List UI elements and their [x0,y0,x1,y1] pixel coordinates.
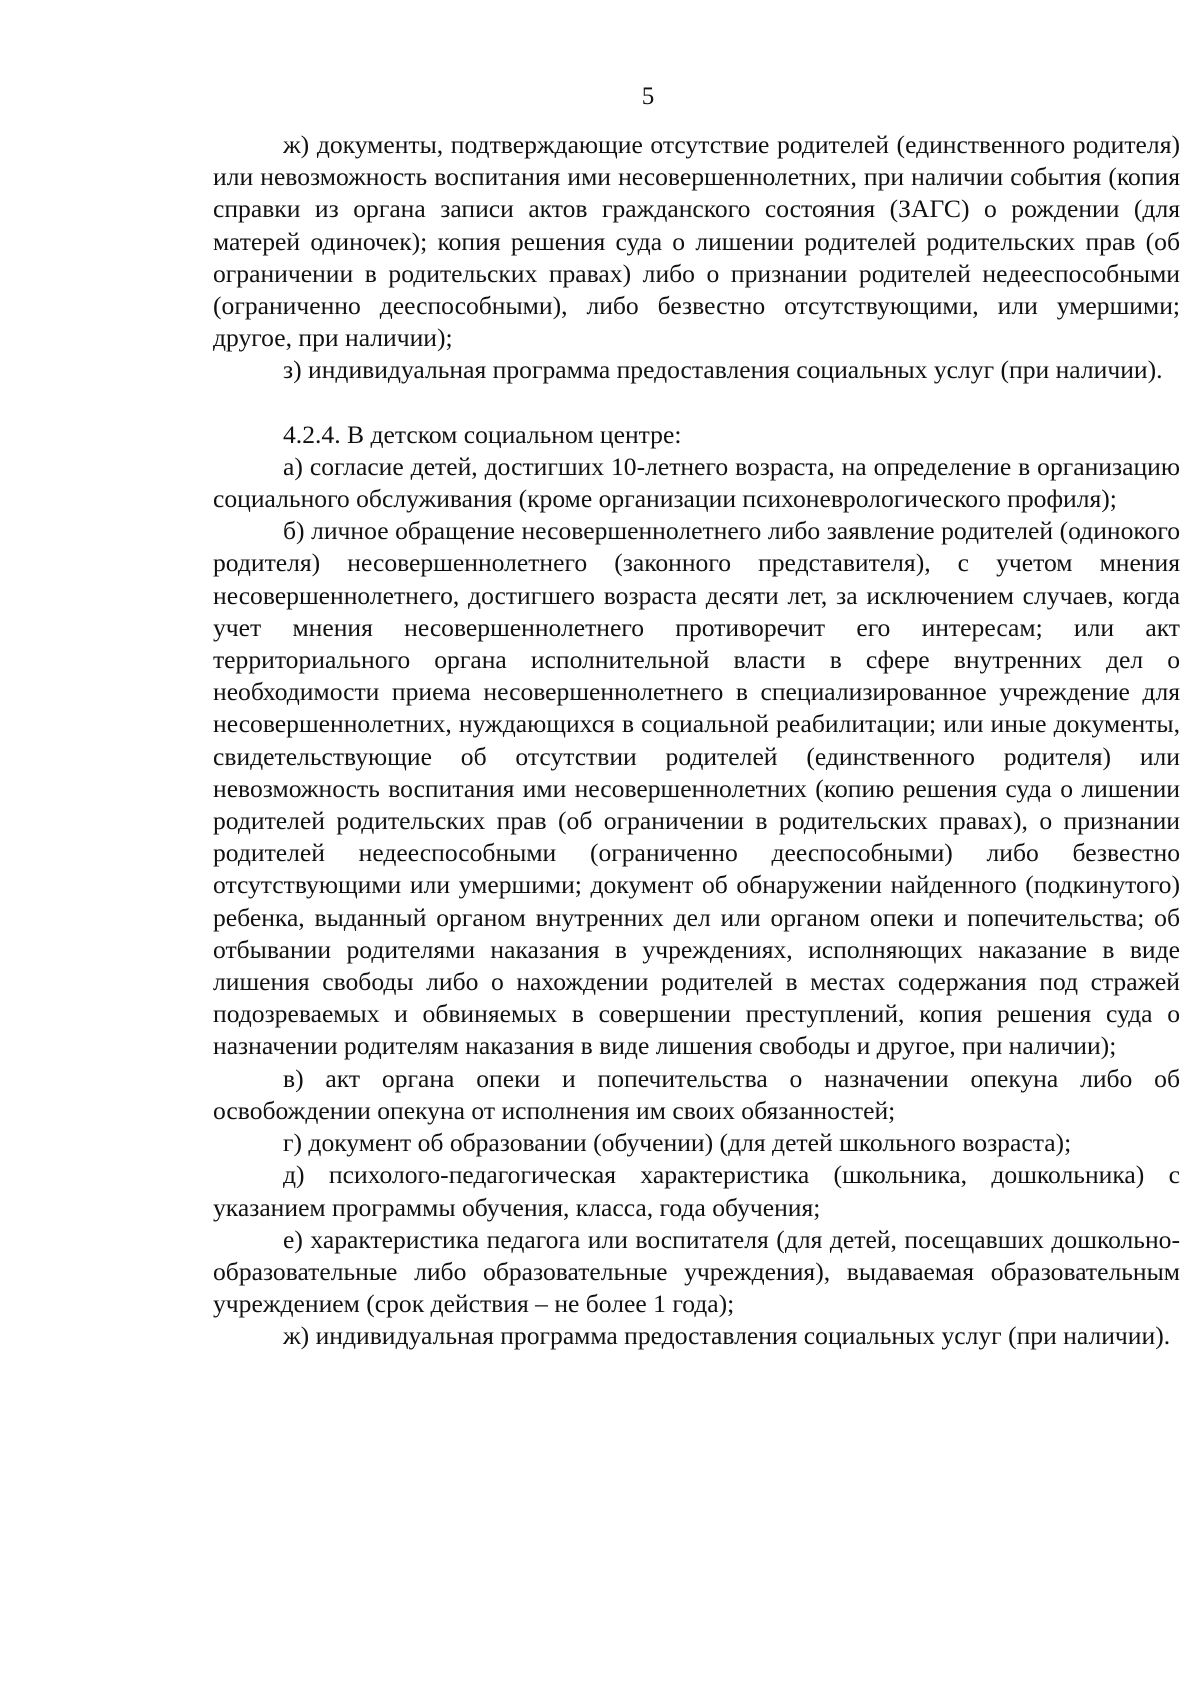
paragraph-item-a: а) согласие детей, достигших 10-летнего возраста, на определение в организацию социального обслуживания (кроме организации психоневрологического профиля); [213,451,1180,514]
paragraph-item-d: д) психолого-педагогическая характеристика (школьника, дошкольника) с указанием программы обучения, класса, года обучения; [213,1160,1180,1222]
page-number: 5 [641,83,655,110]
paragraph-item-zh: ж) документы, подтверждающие отсутствие родителей (единственного родителя) или невозможность воспитания ими несовершеннолетних, при наличии события (копия справки из органа записи актов гражданского состояния (ЗАГС) о рождении (для матерей одиночек); копия решения суда о лишении родителей родительских прав (об ограничении в родительских правах) либо о признании родителей недееспособными (ограниченно дееспособными), либо безвестно отсутствующими, или умершими; другое, при наличии); [213,130,1180,353]
section-spacer [213,387,1180,419]
paragraph-item-z: з) индивидуальная программа предоставления социальных услуг (при наличии). [283,355,1163,385]
paragraph-item-g: г) документ об образовании (обучении) (для детей школьного возраста); [283,1128,1072,1158]
section-heading: 4.2.4. В детском социальном центре: [283,419,682,449]
paragraph-item-zh-2: ж) индивидуальная программа предоставления социальных услуг (при наличии). [283,1321,1171,1351]
paragraph-item-v: в) акт органа опеки и попечительства о назначении опекуна либо об освобождении опекуна от исполнения им своих обязанностей; [213,1063,1180,1125]
paragraph-item-e: е) характеристика педагога или воспитателя (для детей, посещавших дошкольно-образовательные либо образовательные учреждения), выдаваемая образовательным учреждением (срок действия – не более 1 года); [213,1224,1180,1319]
document-body [213,129,1180,1353]
paragraph-item-b: б) личное обращение несовершеннолетнего либо заявление родителей (одинокого родителя) несовершеннолетнего (законного представителя), с учетом мнения несовершеннолетнего, достигшего возраста десяти лет, за исключением случаев, когда учет мнения несовершеннолетнего противоречит его интересам; или акт территориального органа исполнительной власти в сфере внутренних дел о необходимости приема несовершеннолетнего в специализированное учреждение для несовершеннолетних, нуждающихся в социальной реабилитации; или иные документы, свидетельствующие об отсутствии родителей (единственного родителя) или невозможность воспитания ими несовершеннолетних (копию решения суда о лишении родителей родительских прав (об ограничении в родительских правах), о признании родителей недееспособными (ограниченно дееспособными) либо безвестно отсутствующими или умершими; документ об обнаружении найденного (подкинутого) ребенка, выданный органом внутренних дел или органом опеки и попечительства; об отбывании родителями наказания в учреждениях, исполняющих наказание в виде лишения свободы либо о нахождении родителей в местах содержания под стражей подозреваемых и обвиняемых в совершении преступлений, копия решения суда о назначении родителям наказания в виде лишения свободы и другое, при наличии); [213,516,1180,1061]
